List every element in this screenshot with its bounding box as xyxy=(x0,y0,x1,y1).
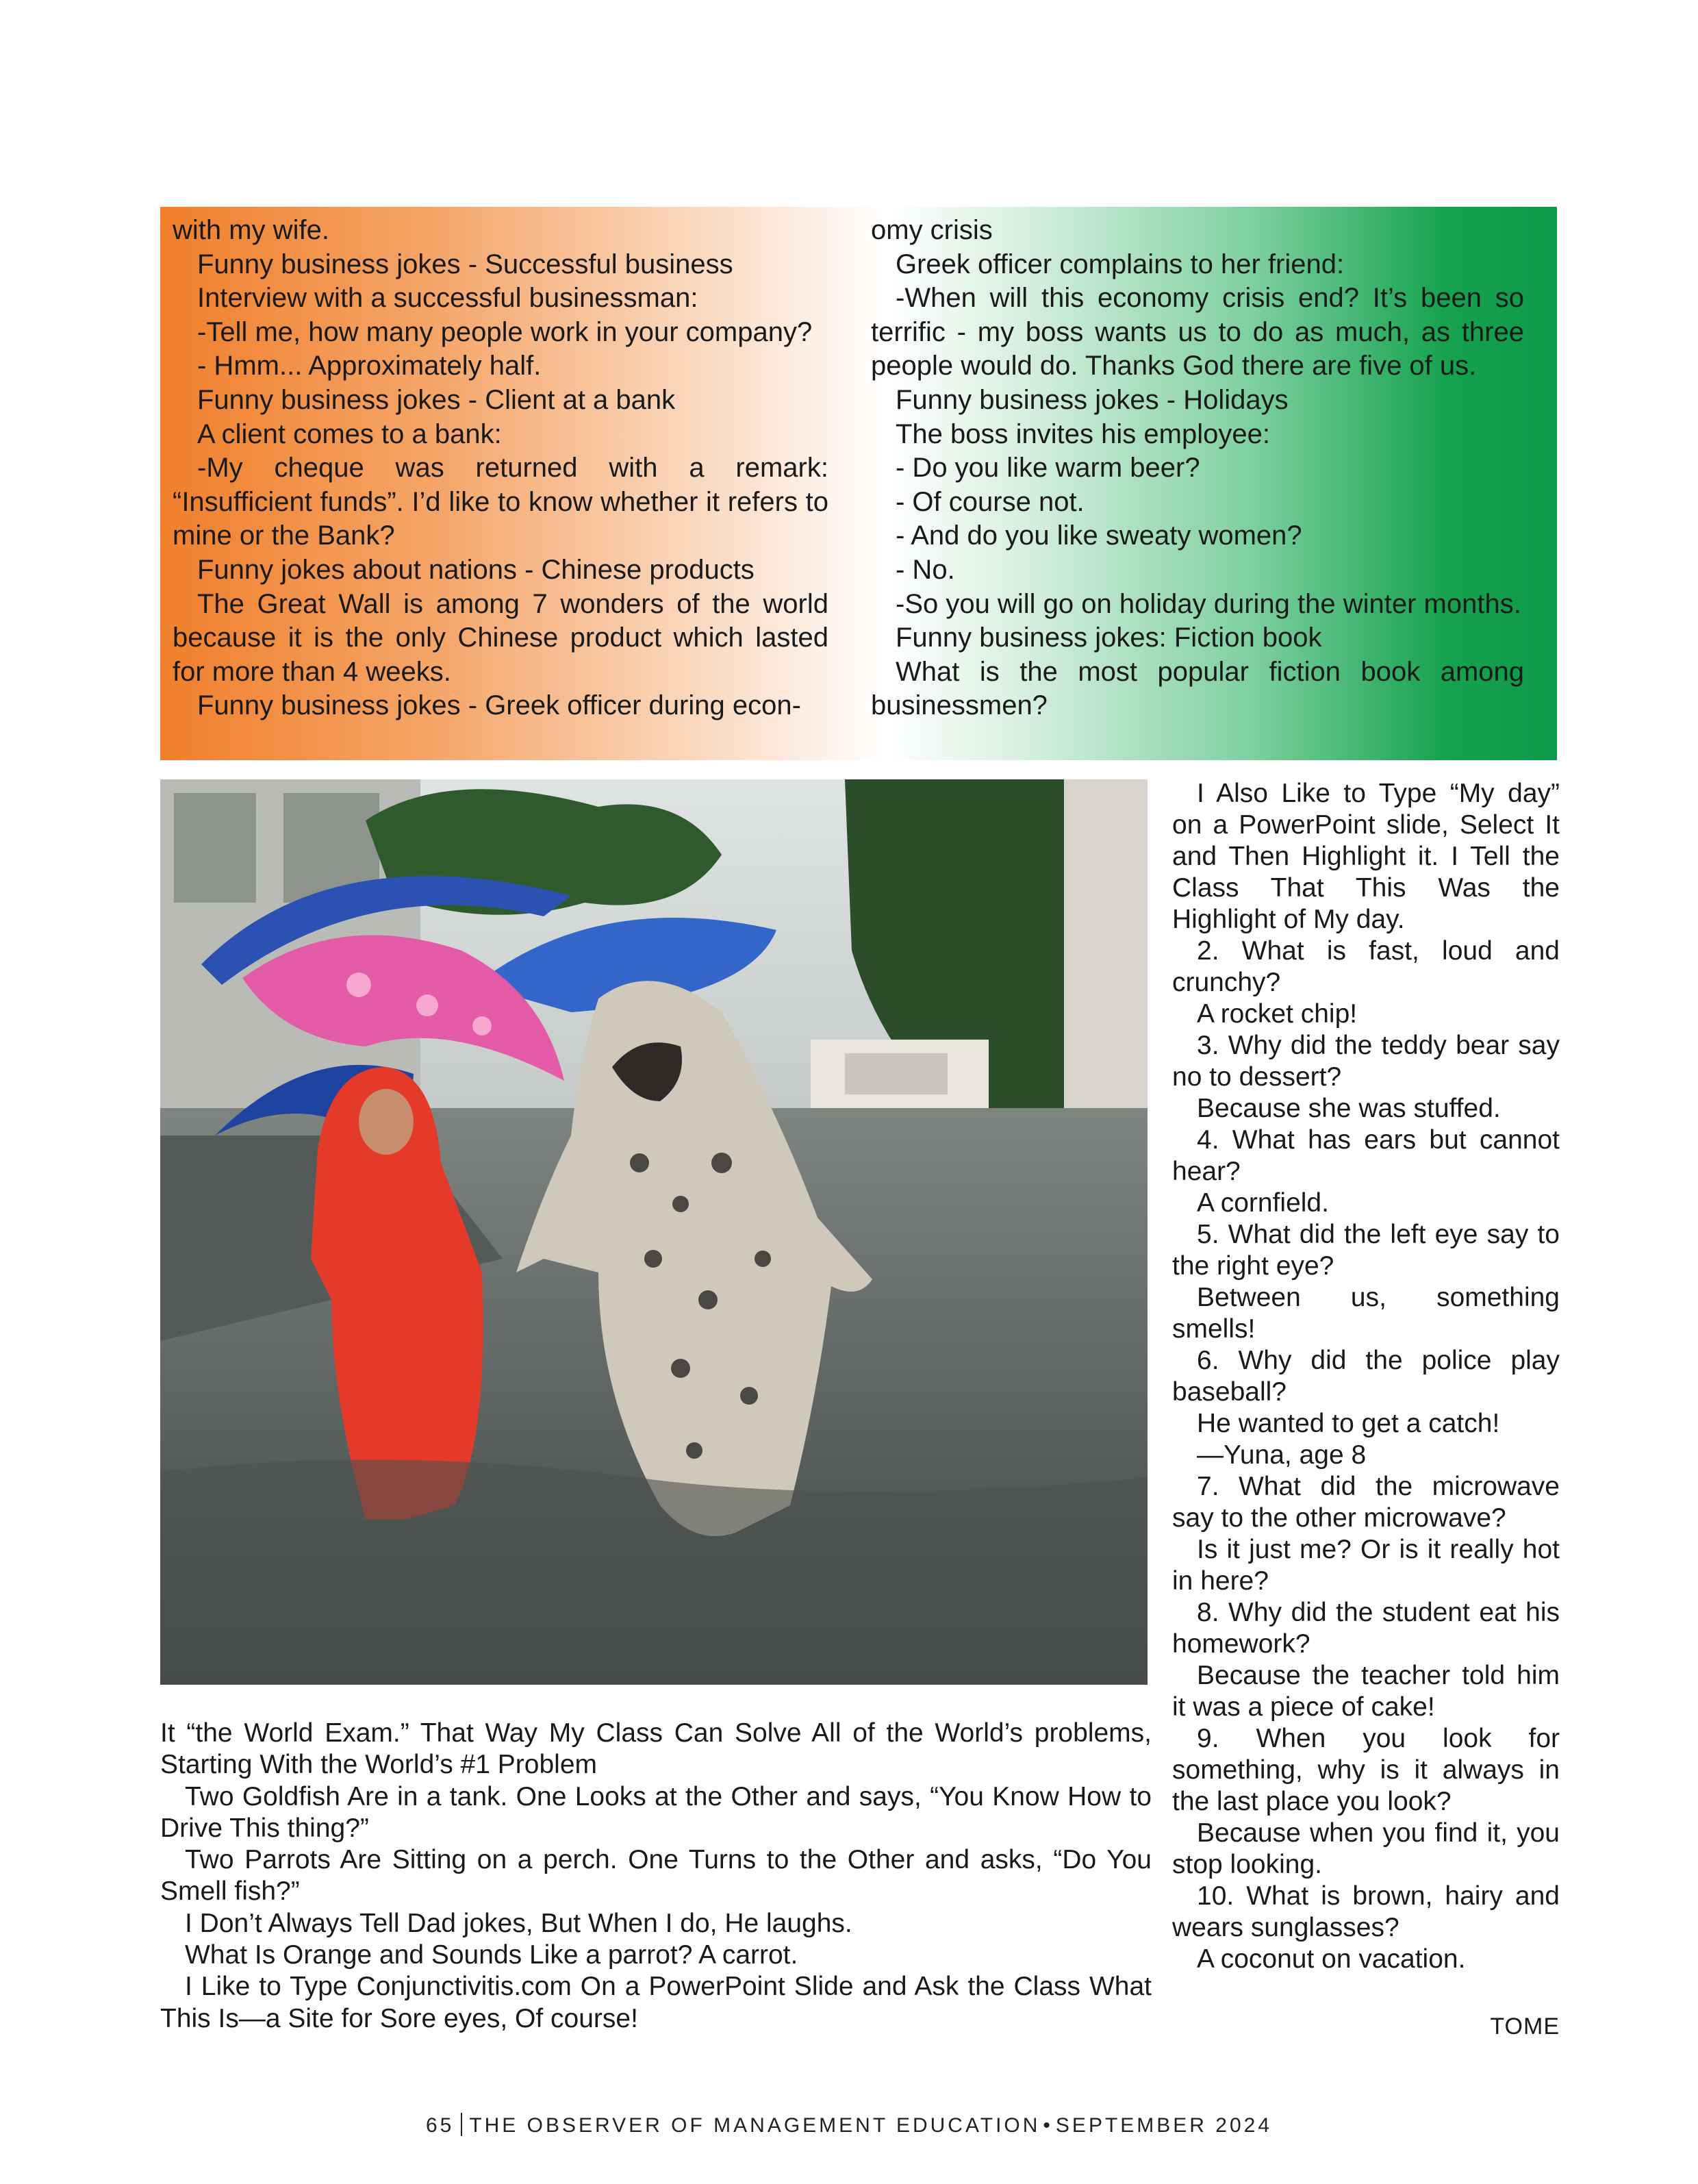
paragraph: - No. xyxy=(896,554,955,585)
paragraph: Two Goldfish Are in a tank. One Looks at the Other and says, “You Know How to Drive This thing?” xyxy=(160,1781,1152,1843)
umbrella-print xyxy=(416,994,438,1016)
paragraph: Funny jokes about nations - Chinese products xyxy=(197,554,755,585)
rain-street-photo xyxy=(160,779,1148,1685)
paragraph: 3. Why did the teddy bear say no to dessert? xyxy=(1172,1031,1560,1092)
paragraph: What Is Orange and Sounds Like a parrot? A carrot. xyxy=(185,1940,798,1970)
paragraph: Because she was stuffed. xyxy=(1197,1094,1501,1123)
paragraph: A cornfield. xyxy=(1197,1188,1329,1218)
paragraph: Funny business jokes: Fiction book xyxy=(896,623,1322,653)
footer-bullet: • xyxy=(1043,2114,1053,2137)
gate-sign xyxy=(845,1053,948,1094)
paragraph: The boss invites his employee: xyxy=(896,418,1270,449)
paragraph: 2. What is fast, loud and crunchy? xyxy=(1172,936,1560,997)
paragraph: omy crisis xyxy=(871,215,993,245)
paragraph: Because the teacher told him it was a piece of cake! xyxy=(1172,1661,1560,1722)
issue-date: SEPTEMBER 2024 xyxy=(1055,2114,1273,2137)
paragraph: He wanted to get a catch! xyxy=(1197,1409,1500,1438)
paragraph: A rocket chip! xyxy=(1197,999,1358,1029)
paragraph: I Like to Type Conjunctivitis.com On a PowerPoint Slide and Ask the Class What This Is—a Site for Sore eyes, Of course! xyxy=(160,1972,1152,2033)
paragraph: Interview with a successful businessman: xyxy=(197,283,698,314)
paragraph: A client comes to a bank: xyxy=(197,418,502,449)
paragraph: -Tell me, how many people work in your company? xyxy=(197,316,813,347)
paragraph: The Great Wall is among 7 wonders of the world because it is the only Chinese product which lasted for more than 4 weeks. xyxy=(173,588,828,687)
paragraph: -When will this economy crisis end? It’s been so terrific - my boss wants us to do as much, as three people would do. Thanks God there are five of us. xyxy=(871,283,1524,381)
paragraph: —Yuna, age 8 xyxy=(1197,1440,1367,1470)
paragraph: Funny business jokes - Successful business xyxy=(197,249,733,279)
rain-street-illustration xyxy=(160,779,1148,1685)
right-shop xyxy=(1064,779,1148,1163)
paragraph: Is it just me? Or is it really hot in here? xyxy=(1172,1535,1560,1596)
umbrella-print xyxy=(346,972,371,997)
paragraph: 9. When you look for something, why is it always in the last place you look? xyxy=(1172,1724,1560,1816)
paragraph: 6. Why did the police play baseball? xyxy=(1172,1346,1560,1407)
paragraph: - Do you like warm beer? xyxy=(896,453,1200,484)
footer-divider xyxy=(461,2113,462,2136)
paragraph: 10. What is brown, hairy and wears sunglasses? xyxy=(1172,1881,1560,1942)
paragraph: Because when you find it, you stop looking. xyxy=(1172,1818,1560,1879)
paragraph: It “the World Exam.” That Way My Class Can Solve All of the World’s problems, Starting With the World’s #1 Problem xyxy=(160,1718,1152,1780)
paragraph: A coconut on vacation. xyxy=(1197,1944,1466,1974)
paragraph: Between us, something smells! xyxy=(1172,1283,1560,1344)
umbrella-print xyxy=(472,1016,492,1035)
paragraph: I Don’t Always Tell Dad jokes, But When I do, He laughs. xyxy=(185,1908,852,1938)
paragraph: Two Parrots Are Sitting on a perch. One Turns to the Other and asks, “Do You Smell fish?” xyxy=(160,1845,1152,1907)
building-window xyxy=(174,793,256,903)
jokes-bottom-column xyxy=(160,1718,1152,2035)
page-number: 65 xyxy=(425,2114,455,2137)
paragraph: - Of course not. xyxy=(896,486,1085,517)
paragraph: -My cheque was returned with a remark: “Insufficient funds”. I’d like to know whether it refers to mine or the Bank? xyxy=(173,453,828,551)
page-footer xyxy=(0,2113,1698,2137)
paragraph: Funny business jokes - Holidays xyxy=(896,384,1289,415)
paragraph: 5. What did the left eye say to the right eye? xyxy=(1172,1220,1560,1281)
paragraph: 4. What has ears but cannot hear? xyxy=(1172,1125,1560,1186)
paragraph: Funny business jokes - Client at a bank xyxy=(197,384,676,415)
jokes-right-column xyxy=(1172,778,1560,1975)
paragraph: - Hmm... Approximately half. xyxy=(197,351,542,381)
water-ripples xyxy=(160,1459,1148,1685)
band-right-column xyxy=(871,214,1524,723)
paragraph: - And do you like sweaty women? xyxy=(896,520,1302,551)
paragraph: 8. Why did the student eat his homework? xyxy=(1172,1598,1560,1659)
paragraph: Greek officer complains to her friend: xyxy=(896,249,1345,279)
paragraph: with my wife. xyxy=(173,215,329,245)
child-face xyxy=(359,1089,414,1155)
paragraph: What is the most popular fiction book among businessmen? xyxy=(871,656,1524,721)
paragraph: 7. What did the microwave say to the other microwave? xyxy=(1172,1472,1560,1533)
paragraph: -So you will go on holiday during the winter months. xyxy=(896,588,1521,619)
publication-name: THE OBSERVER OF MANAGEMENT EDUCATION xyxy=(469,2114,1041,2137)
paragraph: Funny business jokes - Greek officer during econ- xyxy=(197,690,801,721)
band-left-column xyxy=(173,214,828,723)
author-signature: TOME xyxy=(1490,2013,1560,2039)
paragraph: I Also Like to Type “My day” on a PowerPoint slide, Select It and Then Highlight it. I Tell the Class That This Was the Highlight of My day. xyxy=(1172,779,1560,934)
